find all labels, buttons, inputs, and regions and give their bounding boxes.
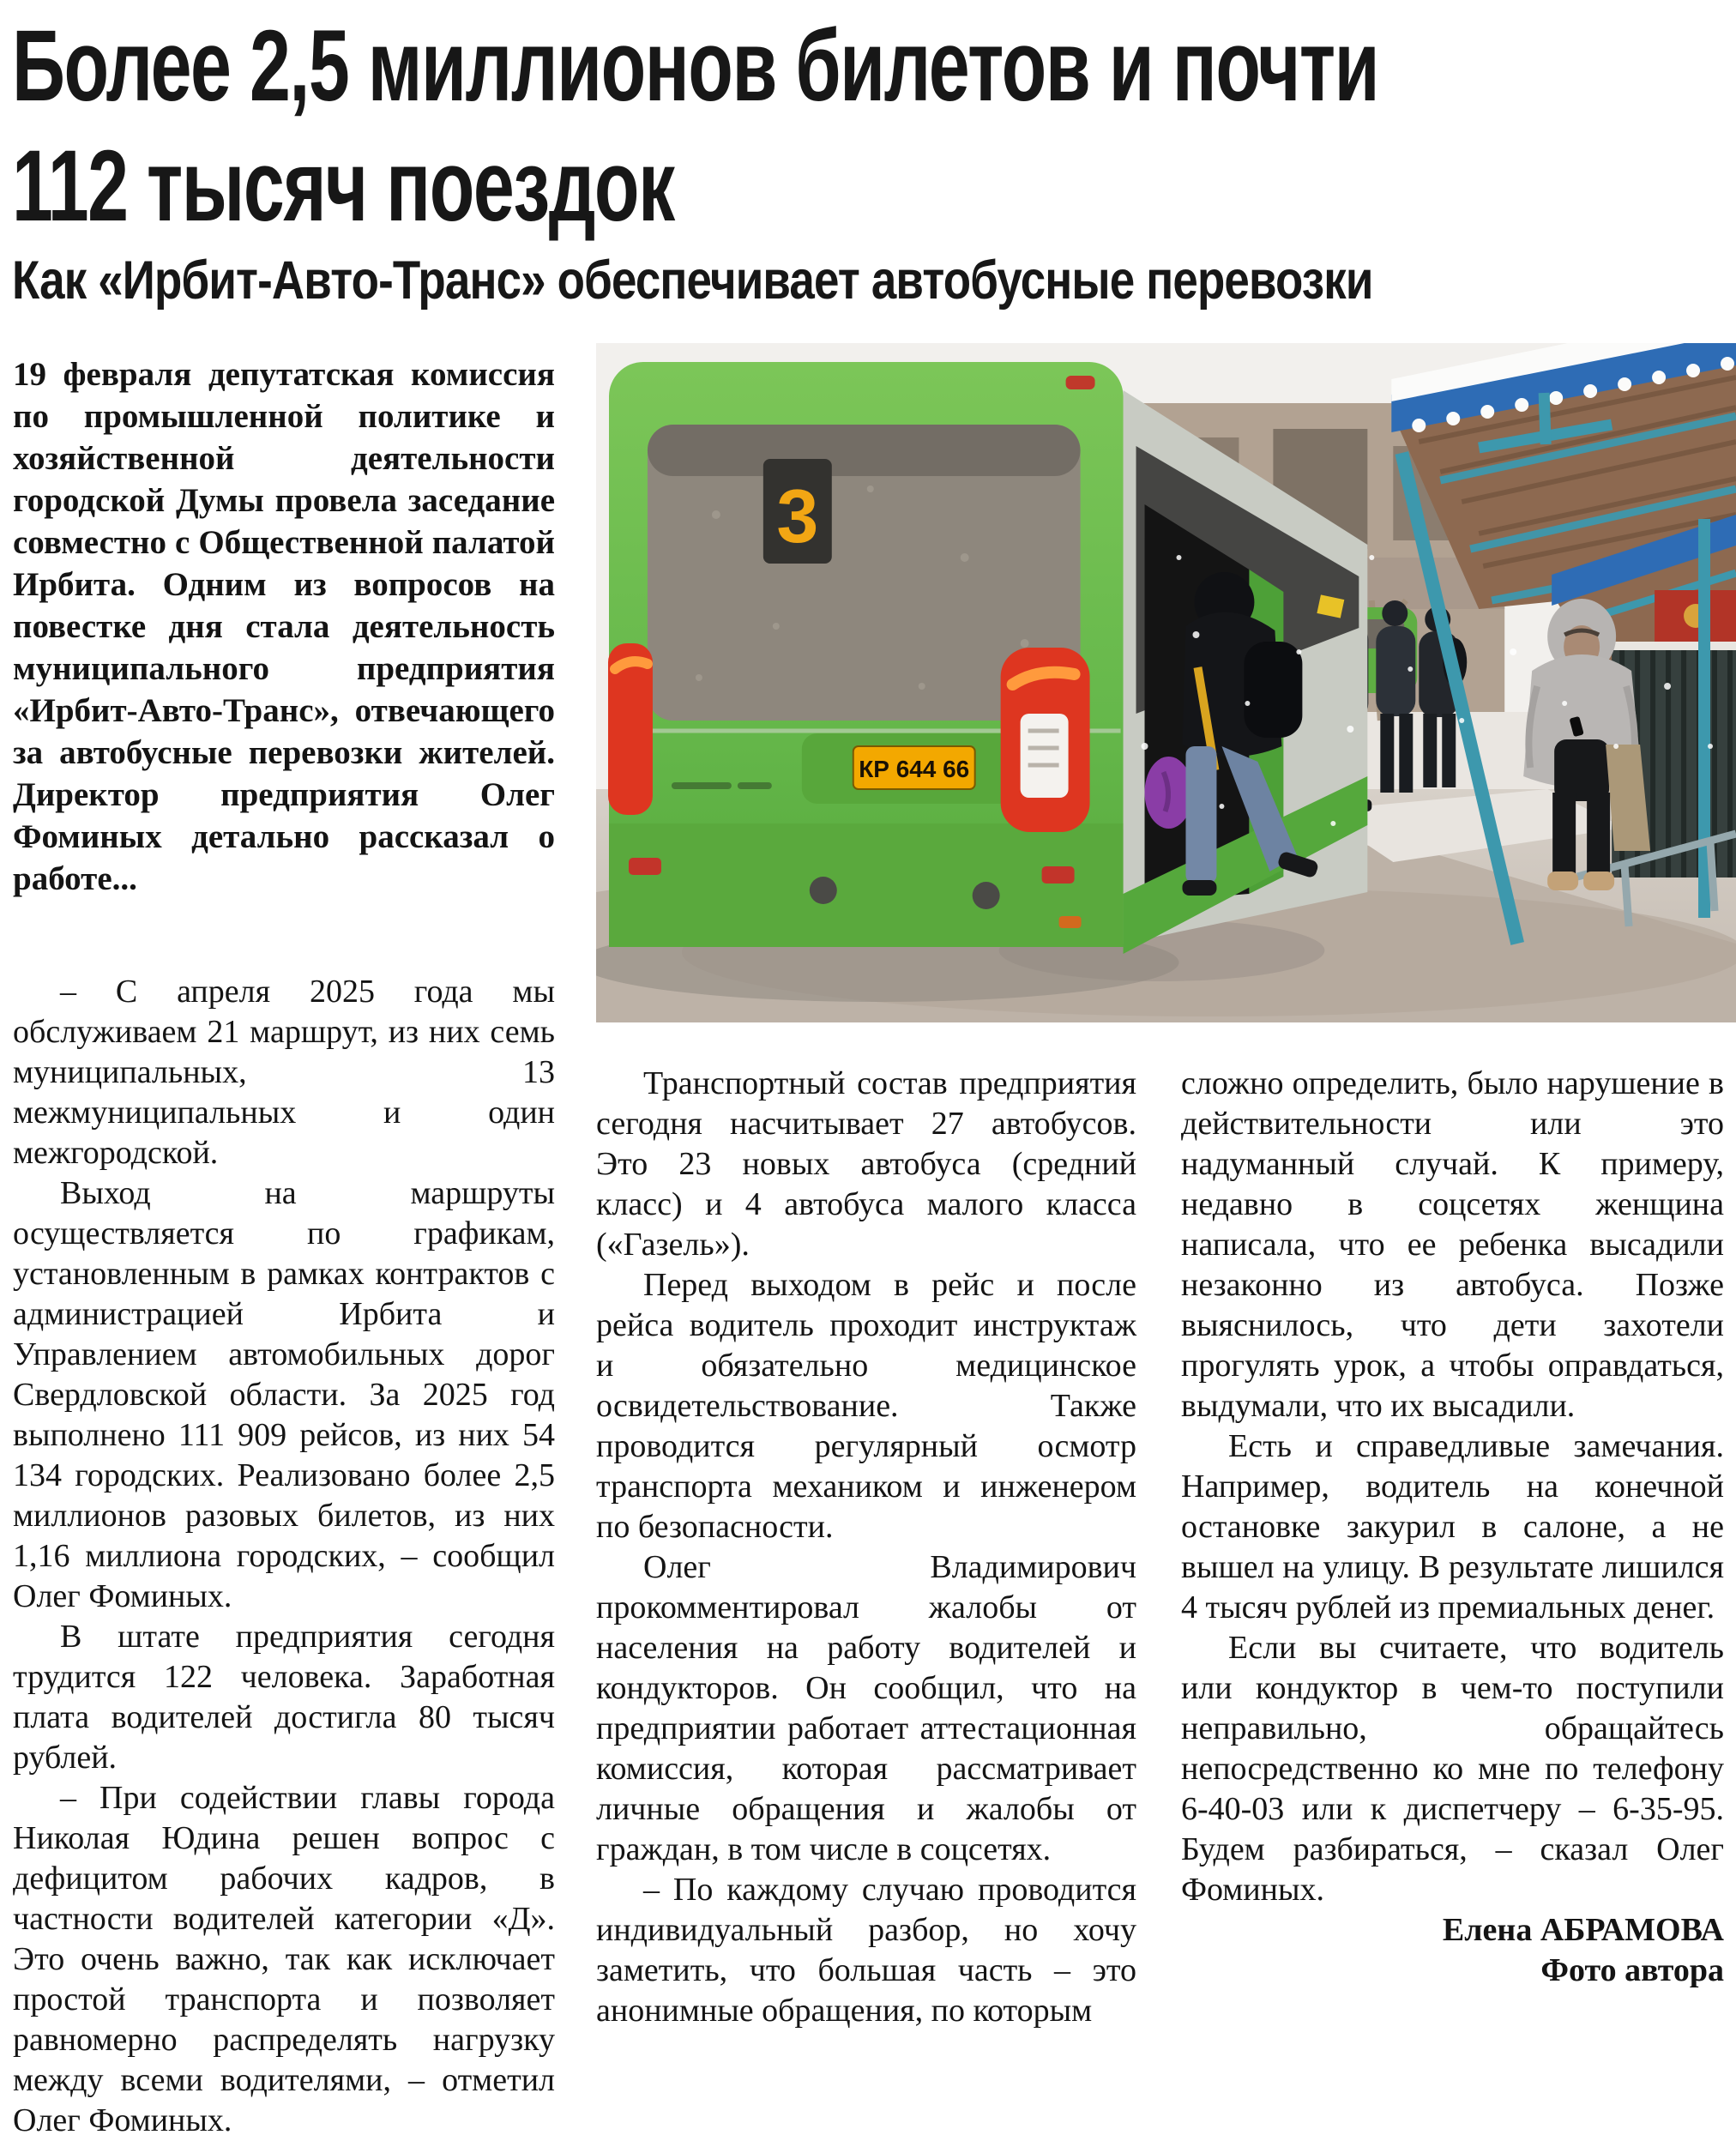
body-paragraph: – По каждому случаю проводится индивидуальный разбор, но хочу заметить, что большая часть – это анонимные обращения, по которым — [596, 1872, 1136, 2029]
photo-credit: Фото автора — [1540, 1952, 1724, 1988]
lead-paragraph: 19 февраля депутатская комиссия по промышленной политике и хозяйственной деятельности городской Думы провела заседание совместно с Общественной палатой Ирбита. Одним из вопросов на повестке дня стала деятельность муниципального предприятия «Ирбит-Авто-Транс», отвечающего за автобусные перевозки жителей. Директор предприятия Олег Фоминых детально рассказал о работе... — [13, 356, 555, 897]
body-paragraph: – При содействии главы города Николая Юдина решен вопрос с дефицитом рабочих кадров, в частности водителей категории «Д». Это очень важно, так как исключает простой транспорта и позволяет равномерно распределять нагрузку между всеми водителями, – отметил Олег Фоминых. — [13, 1780, 555, 2138]
body-paragraph: Выход на маршруты осуществляется по графикам, установленным в рамках контрактов с администрацией Ирбита и Управлением автомобильных дорог Свердловской области. За 2025 год выполнено 111 909 рейсов, из них 54 134 городских. Реализовано более 2,5 миллионов разовых билетов, из них 1,16 миллиона городских, – сообщил Олег Фоминых. — [13, 1175, 555, 1614]
bus-stop-illustration — [596, 343, 1736, 1022]
body-paragraph: Перед выходом в рейс и после рейса водитель проходит инструктаж и обязательно медицинское освидетельствование. Также проводится регулярный осмотр транспорта механиком и инженером по безопасности. — [596, 1267, 1136, 1545]
subheadline: Как «Ирбит-Авто-Транс» обеспечивает автобусные перевозки — [12, 250, 1373, 311]
route-number: 3 — [776, 473, 819, 559]
column-left — [13, 353, 555, 2141]
body-paragraph: Есть и справедливые замечания. Например, водитель на конечной остановке закурил в салоне, а не вышел на улицу. В результате лишился 4 тысяч рублей из премиальных денег. — [1181, 1428, 1724, 1625]
column-middle — [596, 1064, 1136, 2031]
article-photo — [596, 343, 1736, 1022]
byline: Елена АБРАМОВА — [1442, 1912, 1724, 1948]
column-right — [1181, 1064, 1724, 1991]
body-paragraph: – С апреля 2025 года мы обслуживаем 21 маршрут, из них семь муниципальных, 13 межмуниципальных и один межгородской. — [13, 974, 555, 1171]
license-plate-text: КР 644 66 — [859, 755, 970, 783]
body-paragraph: В штате предприятия сегодня трудится 122 человека. Заработная плата водителей достигла 80 тысяч рублей. — [13, 1619, 555, 1776]
headline-line-2: 112 тысяч поездок — [12, 130, 674, 243]
body-paragraph: Если вы считаете, что водитель или кондуктор в чем-то поступили неправильно, обращайтесь непосредственно ко мне по телефону 6-40-03 или к диспетчеру – 6-35-95. Будем разбираться, – сказал Олег Фоминых. — [1181, 1630, 1724, 1908]
body-paragraph: Транспортный состав предприятия сегодня насчитывает 27 автобусов. Это 23 новых автобуса (средний класс) и 4 автобуса малого класса («Газель»). — [596, 1065, 1136, 1263]
body-paragraph: сложно определить, было нарушение в действительности или это надуманный случай. К примеру, недавно в соцсетях женщина написала, что ее ребенка высадили незаконно из автобуса. Позже выяснилось, что дети захотели прогулять урок, а чтобы оправдаться, выдумали, что их высадили. — [1181, 1065, 1724, 1424]
bus-rear — [608, 362, 1124, 947]
body-paragraph: Олег Владимирович прокомментировал жалобы от населения на работу водителей и кондукторов. Он сообщил, что на предприятии работает аттестационная комиссия, которая рассматривает личные обращения и жалобы от граждан, в том числе в соцсетях. — [596, 1549, 1136, 1867]
headline-line-1: Более 2,5 миллионов билетов и почти — [12, 9, 1379, 123]
